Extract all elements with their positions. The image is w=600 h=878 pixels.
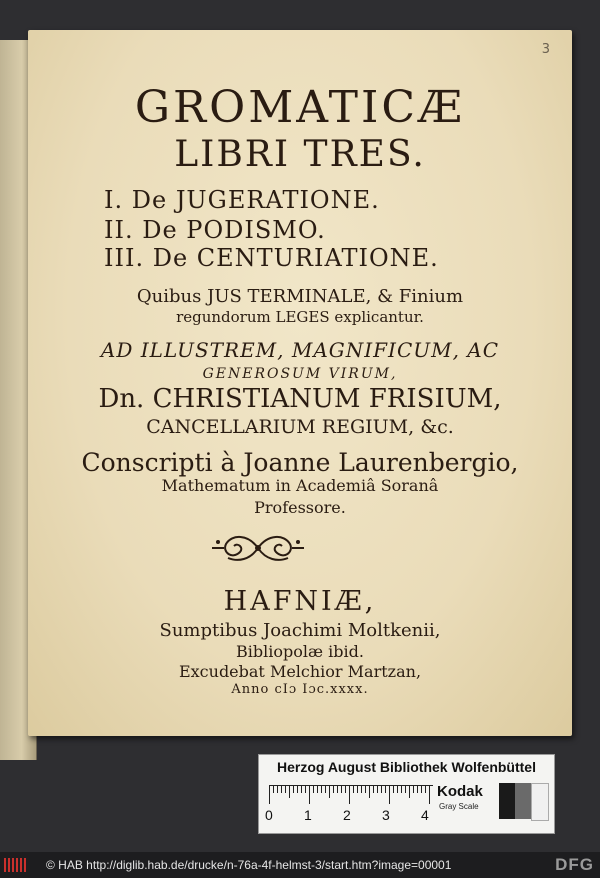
ruler-tick <box>421 786 422 793</box>
ruler-tick <box>293 786 294 793</box>
hab-logo-icon <box>4 858 26 872</box>
kodak-logo: Kodak <box>437 783 483 800</box>
ruler-tick <box>309 786 310 804</box>
ruler-tick <box>333 786 334 793</box>
printer-ornament-icon <box>208 530 308 566</box>
color-calibration-card <box>258 754 555 834</box>
ruler-tick <box>345 786 346 793</box>
ruler-tick <box>373 786 374 793</box>
ruler-tick <box>297 786 298 793</box>
ruler-tick <box>381 786 382 793</box>
ruler-tick <box>349 786 350 804</box>
dfg-logo: DFG <box>555 855 594 874</box>
ruler-tick <box>357 786 358 793</box>
ruler-tick <box>365 786 366 793</box>
copyright-url[interactable]: © HAB http://diglib.hab.de/drucke/n-76a-4f-helmst-3/start.htm?image=00001 <box>46 858 452 872</box>
ruler-tick <box>397 786 398 793</box>
subtitle-line-1: Quibus JUS TERMINALE, & Finium <box>136 286 464 307</box>
ruler-tick <box>385 786 386 793</box>
ruler-tick <box>401 786 402 793</box>
ruler-label-1: 1 <box>304 807 312 823</box>
title-line-2: LIBRI TRES. <box>174 134 426 175</box>
imprint-printer: Excudebat Melchior Martzan, <box>178 662 422 681</box>
library-name: Herzog August Bibliothek Wolfenbüttel <box>277 759 536 775</box>
swatch-gray <box>515 783 531 819</box>
ruler-tick <box>429 786 430 804</box>
part-2: II. De PODISMO. <box>104 216 326 244</box>
ruler-tick <box>341 786 342 793</box>
imprint-year: Anno cIɔ Iɔc.xxxx. <box>231 682 369 697</box>
ruler-tick <box>389 786 390 804</box>
dedication-line-1: AD ILLUSTREM, MAGNIFICUM, AC <box>100 338 500 362</box>
ruler-tick <box>361 786 362 793</box>
dedication-line-3: Dn. CHRISTIANUM FRISIUM, <box>98 384 502 414</box>
ruler-tick <box>329 786 330 798</box>
ruler-tick <box>321 786 322 793</box>
ruler-tick <box>281 786 282 793</box>
ruler-tick <box>413 786 414 793</box>
ruler-label-2: 2 <box>343 807 351 823</box>
dedication-line-2: GENEROSUM VIRUM, <box>202 366 398 382</box>
imprint-bookseller: Bibliopolæ ibid. <box>236 642 364 661</box>
ruler-tick <box>369 786 370 798</box>
ruler-tick <box>409 786 410 798</box>
ruler-tick <box>273 786 274 793</box>
ruler-tick <box>425 786 426 793</box>
ruler-label-0: 0 <box>265 807 273 823</box>
ruler-label-4: 4 <box>421 807 429 823</box>
author-line-2: Mathematum in Academiâ Soranâ <box>161 476 439 495</box>
ruler-tick <box>277 786 278 793</box>
ruler-label-3: 3 <box>382 807 390 823</box>
gray-scale-label: Gray Scale <box>439 802 479 811</box>
title-page <box>28 30 572 736</box>
ruler-tick <box>377 786 378 793</box>
subtitle-line-2: regundorum LEGES explicantur. <box>176 308 424 326</box>
author-line-1: Conscripti à Joanne Laurenbergio, <box>81 448 519 477</box>
swatch-white <box>531 783 549 821</box>
folio-number: 3 <box>541 42 550 57</box>
ruler-tick <box>417 786 418 793</box>
ruler-tick <box>337 786 338 793</box>
ruler-tick <box>313 786 314 793</box>
dedication-line-4: CANCELLARIUM REGIUM, &c. <box>146 416 454 438</box>
viewer-footer <box>0 852 600 878</box>
part-1: I. De JUGERATIONE. <box>104 186 380 214</box>
imprint-place: HAFNIÆ, <box>223 586 377 617</box>
ruler-tick <box>353 786 354 793</box>
ruler-tick <box>289 786 290 798</box>
title-line-1: GROMATICÆ <box>134 82 466 133</box>
ruler-tick <box>285 786 286 793</box>
ruler-tick <box>325 786 326 793</box>
swatch-black <box>499 783 515 819</box>
ruler-tick <box>269 786 270 804</box>
ruler-tick <box>305 786 306 793</box>
ruler-tick <box>317 786 318 793</box>
author-line-3: Professore. <box>254 498 346 517</box>
part-3: III. De CENTURIATIONE. <box>104 244 439 272</box>
ruler-tick <box>393 786 394 793</box>
scale-ruler <box>269 785 433 804</box>
ruler-tick <box>301 786 302 793</box>
imprint-publisher: Sumptibus Joachimi Moltkenii, <box>159 620 441 641</box>
ruler-tick <box>405 786 406 793</box>
